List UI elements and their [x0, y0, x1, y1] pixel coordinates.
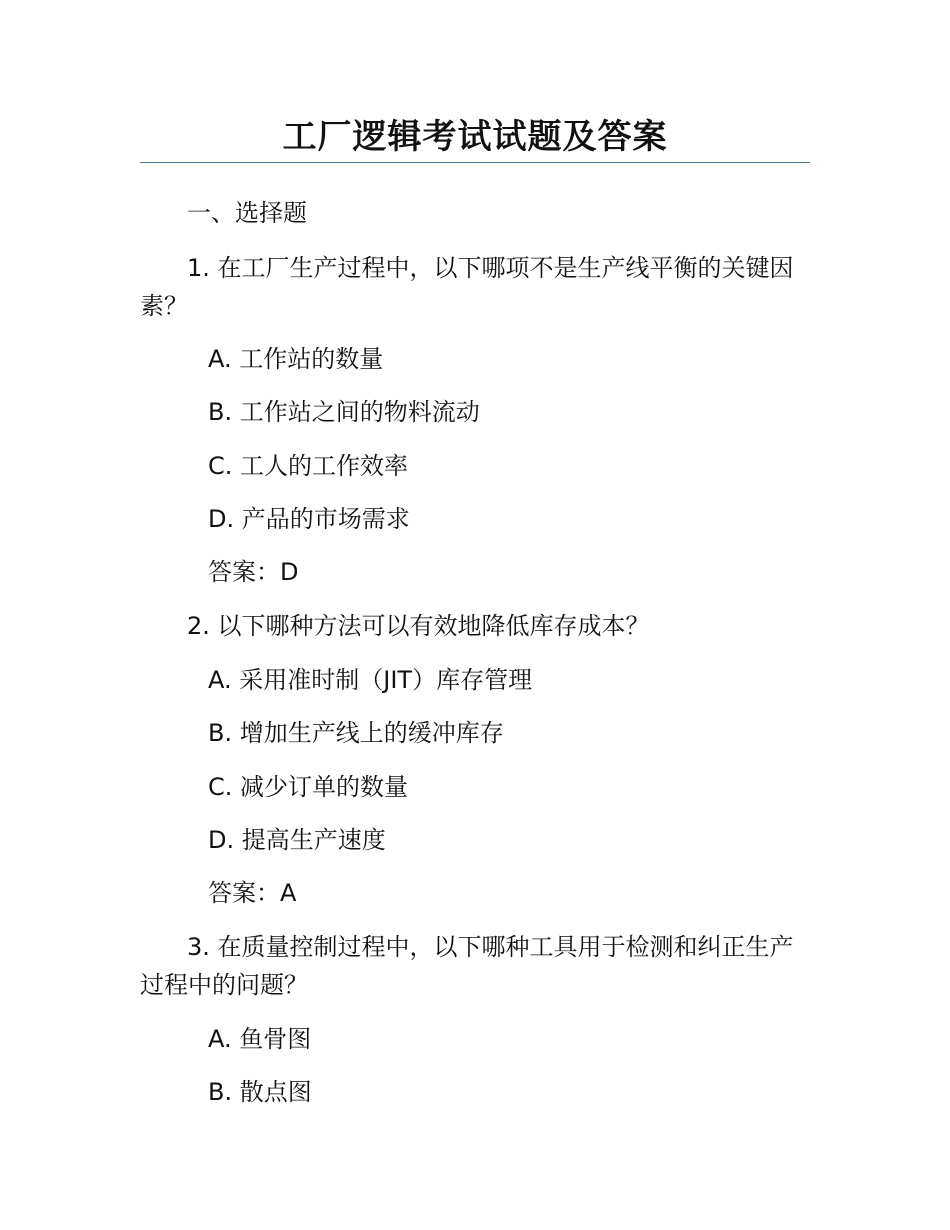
question-2-option-c: C. 减少订单的数量 [208, 773, 409, 801]
question-2-answer: 答案：A [208, 879, 297, 907]
question-1-option-a: A. 工作站的数量 [208, 345, 384, 373]
question-2-option-d: D. 提高生产速度 [208, 826, 386, 854]
section-heading: 一、选择题 [187, 199, 307, 227]
question-3-option-a: A. 鱼骨图 [208, 1025, 312, 1053]
document-title: 工厂逻辑考试试题及答案 [282, 117, 668, 157]
question-2-text: 2. 以下哪种方法可以有效地降低库存成本？ [187, 612, 650, 640]
question-1-answer: 答案：D [208, 558, 299, 586]
question-2-option-b: B. 增加生产线上的缓冲库存 [208, 719, 504, 747]
question-1-option-d: D. 产品的市场需求 [208, 505, 410, 533]
title-divider [140, 162, 810, 163]
question-3-text: 3. 在质量控制过程中，以下哪种工具用于检测和纠正生产过程中的问题？ [140, 933, 794, 999]
question-2-option-a: A. 采用准时制（JIT）库存管理 [208, 666, 533, 694]
question-1-text: 1. 在工厂生产过程中，以下哪项不是生产线平衡的关键因素？ [140, 254, 794, 320]
question-1-option-b: B. 工作站之间的物料流动 [208, 398, 480, 426]
question-1-option-c: C. 工人的工作效率 [208, 452, 409, 480]
question-3-option-b: B. 散点图 [208, 1078, 312, 1106]
